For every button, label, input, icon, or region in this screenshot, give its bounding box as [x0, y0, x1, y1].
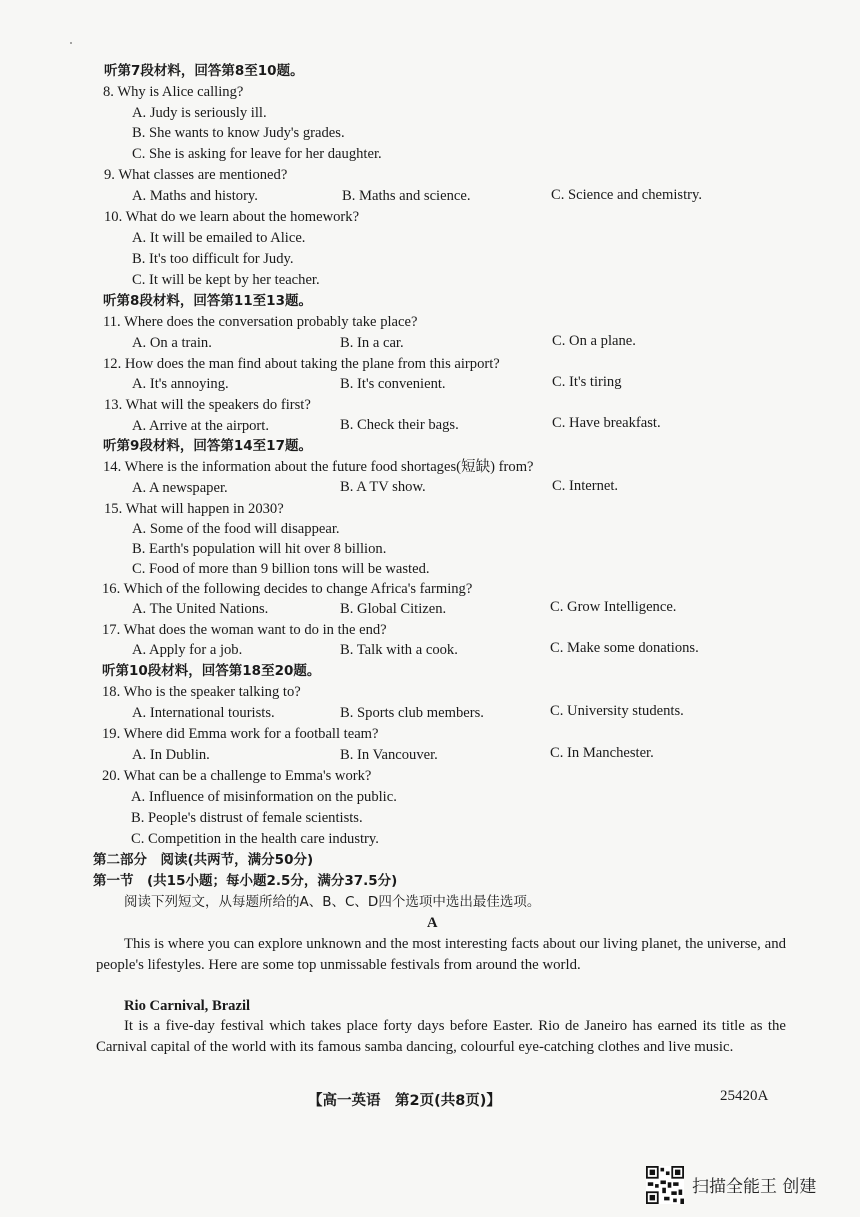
- q17-option-a: A. Apply for a job.: [132, 642, 243, 658]
- q8-option-b: B. She wants to know Judy's grades.: [132, 125, 345, 141]
- question-20: 20. What can be a challenge to Emma's work?: [102, 768, 372, 784]
- q20-option-b: B. People's distrust of female scientists.: [131, 810, 363, 826]
- q12-option-a: A. It's annoying.: [132, 376, 229, 392]
- q17-option-c: C. Make some donations.: [550, 640, 699, 656]
- q12-option-b: B. It's convenient.: [340, 376, 446, 392]
- part2-title: 第二部分 阅读(共两节，满分50分): [93, 852, 314, 868]
- q16-option-a: A. The United Nations.: [132, 601, 269, 617]
- question-15: 15. What will happen in 2030?: [104, 501, 284, 517]
- scanner-watermark-label: 扫描全能王 创建: [692, 1177, 817, 1197]
- q19-option-c: C. In Manchester.: [550, 745, 654, 761]
- section-header-8: 听第8段材料，回答第11至13题。: [103, 293, 312, 309]
- q14-option-a: A. A newspaper.: [132, 480, 228, 496]
- q17-option-b: B. Talk with a cook.: [340, 642, 458, 658]
- question-12: 12. How does the man find about taking the plane from this airport?: [103, 356, 500, 372]
- page-footer-label: 【高一英语 第2页(共8页)】: [308, 1093, 501, 1109]
- question-8: 8. Why is Alice calling?: [103, 84, 244, 100]
- q10-option-a: A. It will be emailed to Alice.: [132, 230, 306, 246]
- q16-option-c: C. Grow Intelligence.: [550, 599, 677, 615]
- q14-option-c: C. Internet.: [552, 478, 619, 494]
- q11-option-a: A. On a train.: [132, 335, 212, 351]
- passage-intro: This is where you can explore unknown and the most interesting facts about our living planet, the universe, and people's lifestyles. Here are some top unmissable festivals from around the world.: [96, 936, 786, 973]
- q9-option-c: C. Science and chemistry.: [551, 187, 703, 203]
- reading-instruction: 阅读下列短文，从每题所给的A、B、C、D四个选项中选出最佳选项。: [124, 894, 541, 910]
- question-9: 9. What classes are mentioned?: [104, 167, 288, 183]
- q10-option-b: B. It's too difficult for Judy.: [132, 251, 294, 267]
- q12-option-c: C. It's tiring: [552, 374, 622, 390]
- question-17: 17. What does the woman want to do in the end?: [102, 622, 387, 638]
- q9-option-a: A. Maths and history.: [132, 188, 258, 204]
- q11-option-b: B. In a car.: [340, 335, 404, 351]
- q20-option-c: C. Competition in the health care industry.: [131, 831, 379, 847]
- q18-option-c: C. University students.: [550, 703, 684, 719]
- question-19: 19. Where did Emma work for a football team?: [102, 726, 379, 742]
- exam-code: 25420A: [720, 1088, 769, 1104]
- question-14: 14. Where is the information about the future food shortages(短缺) from?: [103, 459, 534, 475]
- q9-option-b: B. Maths and science.: [342, 188, 471, 204]
- q19-option-b: B. In Vancouver.: [340, 747, 438, 763]
- q18-option-b: B. Sports club members.: [340, 705, 484, 721]
- q13-option-c: C. Have breakfast.: [552, 415, 661, 431]
- section-header-7: 听第7段材料，回答第8至10题。: [104, 63, 304, 79]
- passage-subheading: Rio Carnival, Brazil: [124, 998, 251, 1014]
- q13-option-b: B. Check their bags.: [340, 417, 459, 433]
- question-13: 13. What will the speakers do first?: [104, 397, 311, 413]
- section-header-9: 听第9段材料，回答第14至17题。: [103, 438, 312, 454]
- q13-option-a: A. Arrive at the airport.: [132, 418, 269, 434]
- q8-option-a: A. Judy is seriously ill.: [132, 105, 267, 121]
- question-18: 18. Who is the speaker talking to?: [102, 684, 301, 700]
- qr-code-icon: [646, 1166, 684, 1204]
- q20-option-a: A. Influence of misinformation on the public.: [131, 789, 397, 805]
- q15-option-c: C. Food of more than 9 billion tons will be wasted.: [132, 561, 430, 577]
- q19-option-a: A. In Dublin.: [132, 747, 210, 763]
- passage-paragraph-1: It is a five-day festival which takes place forty days before Easter. Rio de Janeiro has earned its title as the Carnival capital of the world with its famous samba dancing, colourful eye-catching clothes and live music.: [96, 1018, 786, 1055]
- q10-option-c: C. It will be kept by her teacher.: [132, 272, 320, 288]
- q15-option-a: A. Some of the food will disappear.: [132, 521, 340, 537]
- question-10: 10. What do we learn about the homework?: [104, 209, 360, 225]
- q8-option-c: C. She is asking for leave for her daughter.: [132, 146, 382, 162]
- q11-option-c: C. On a plane.: [552, 333, 636, 349]
- q18-option-a: A. International tourists.: [132, 705, 275, 721]
- scan-speck: [70, 42, 72, 44]
- q14-option-b: B. A TV show.: [340, 479, 426, 495]
- q16-option-b: B. Global Citizen.: [340, 601, 447, 617]
- section-header-10: 听第10段材料，回答第18至20题。: [102, 663, 321, 679]
- question-16: 16. Which of the following decides to change Africa's farming?: [102, 581, 473, 597]
- question-11: 11. Where does the conversation probably take place?: [103, 314, 418, 330]
- part2-section1-title: 第一节 (共15小题；每小题2.5分，满分37.5分): [93, 873, 398, 889]
- passage-label: A: [427, 915, 438, 931]
- q15-option-b: B. Earth's population will hit over 8 billion.: [132, 541, 387, 557]
